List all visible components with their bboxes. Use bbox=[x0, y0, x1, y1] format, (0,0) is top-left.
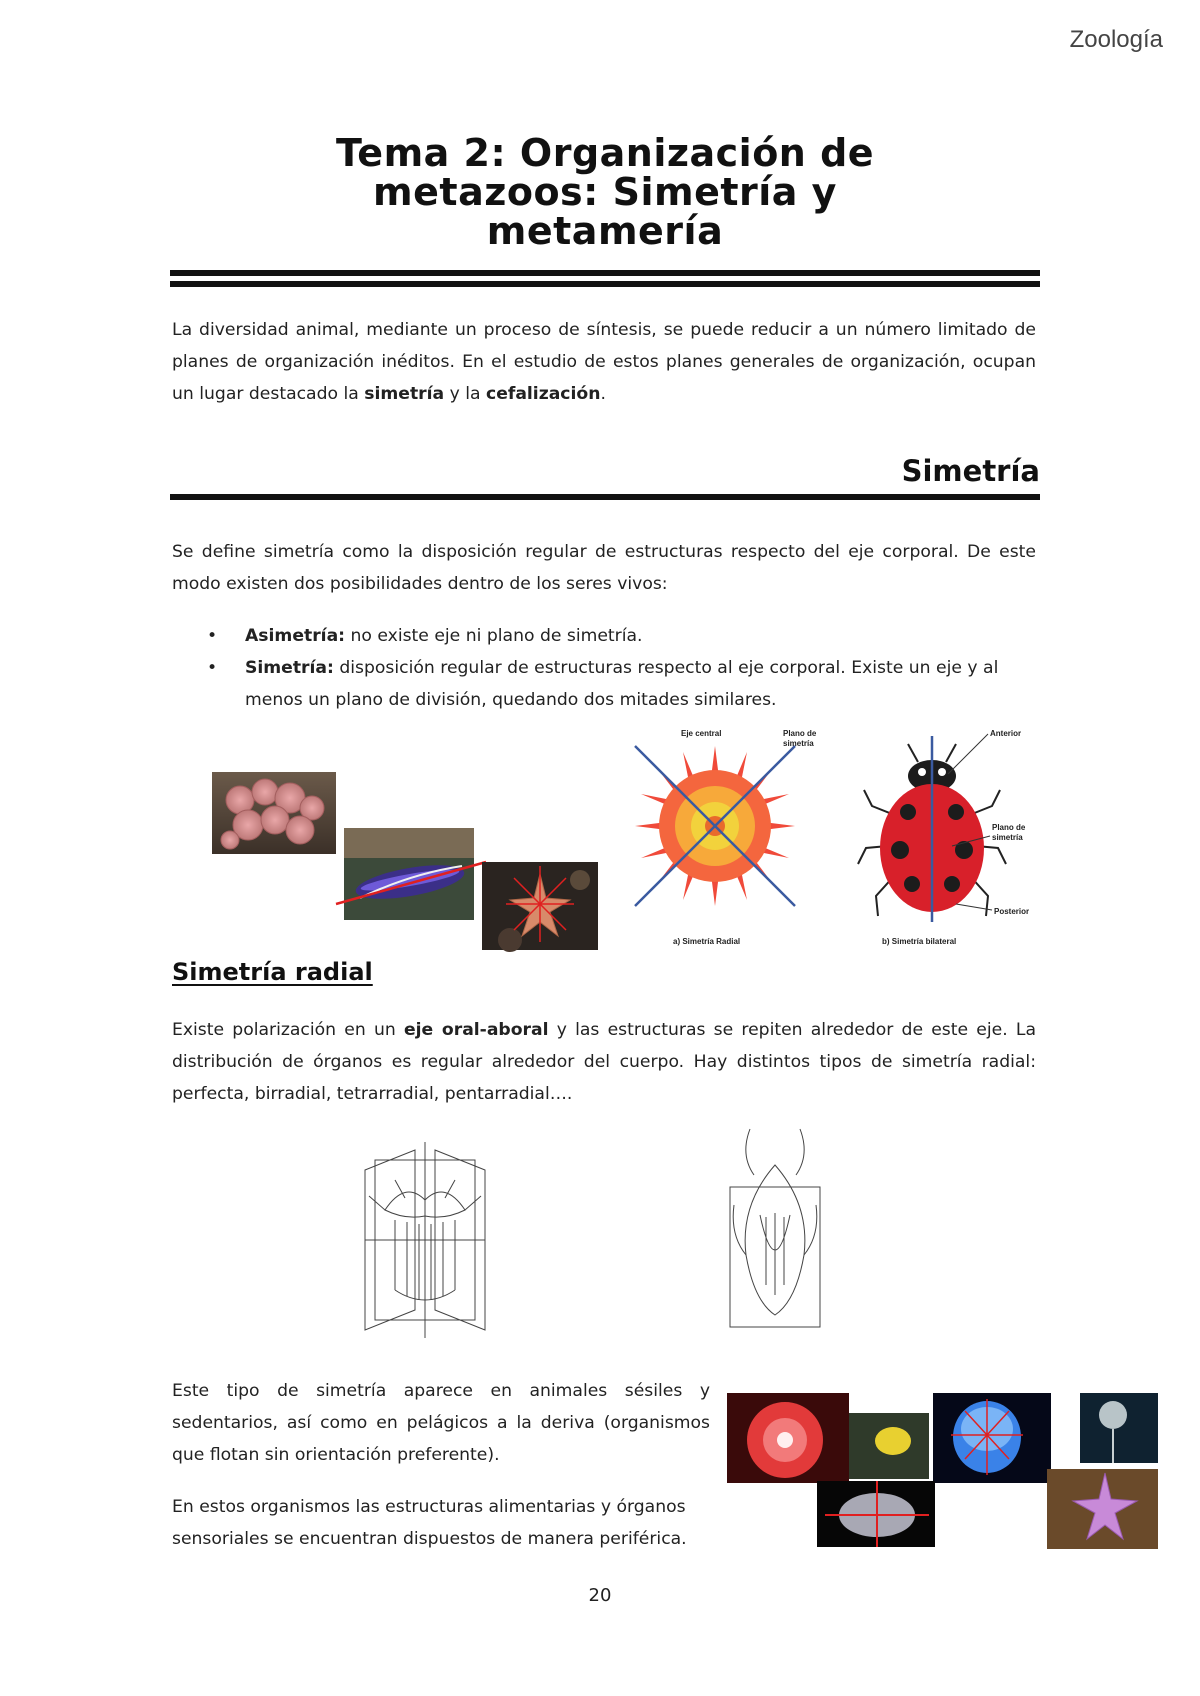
radial-anemone-line-drawing bbox=[355, 1140, 495, 1340]
ctenophore-photo bbox=[817, 1481, 935, 1547]
definition-paragraph: Se define simetría como la disposición regular de estructuras respecto del eje corporal. De este modo existen dos posibilidades dentro de los seres vivos: bbox=[172, 542, 1036, 594]
radial-animals-collage bbox=[725, 1385, 1160, 1550]
label-eje-central: Eje central bbox=[681, 729, 722, 738]
crinoid-photo bbox=[1080, 1393, 1158, 1463]
label-anterior: Anterior bbox=[990, 729, 1022, 738]
urchin-photo bbox=[727, 1393, 849, 1483]
section-title-simetria: Simetría bbox=[901, 454, 1040, 488]
bullet-simetria: • Simetría: disposición regular de estructuras respecto al eje corporal. Existe un eje y al menos un plano de división, quedando dos mitades similares. bbox=[172, 652, 1036, 716]
title-line-2: metazoos: Simetría y bbox=[373, 170, 837, 214]
page-number: 20 bbox=[588, 1585, 612, 1606]
symmetry-bullet-list bbox=[172, 620, 1036, 716]
header-subject: Zoología bbox=[1069, 26, 1163, 53]
title-line-1: Tema 2: Organización de bbox=[335, 131, 875, 175]
pink-starfish-photo bbox=[1047, 1469, 1158, 1549]
anterior-pointer bbox=[948, 734, 988, 774]
bullet-dot: • bbox=[207, 626, 218, 646]
bullet-asimetria: • Asimetría: no existe eje ni plano de simetría. bbox=[172, 620, 1036, 652]
caption-bilateral: b) Simetría bilateral bbox=[882, 937, 957, 946]
bilateral-symmetry-diagram bbox=[852, 726, 1032, 948]
title-rule-bottom bbox=[170, 281, 1040, 287]
label-plano-b-line2: simetría bbox=[992, 833, 1023, 842]
title-line-3: metamería bbox=[486, 209, 724, 253]
label-plano-b-line1: Plano de bbox=[992, 823, 1026, 832]
caption-radial: a) Simetría Radial bbox=[673, 937, 741, 946]
habitat-paragraph-2: En estos organismos las estructuras alimentarias y órganos sensoriales se encuentran dispuestos de manera periférica. bbox=[172, 1497, 687, 1549]
jellyfish-photo bbox=[933, 1393, 1051, 1483]
label-plano-simetria-line2: simetría bbox=[783, 739, 814, 748]
page-title bbox=[170, 131, 1040, 253]
birradial-ctenophore-line-drawing bbox=[720, 1125, 830, 1340]
section-rule bbox=[170, 494, 1040, 500]
subsection-title-radial: Simetría radial bbox=[172, 958, 373, 986]
flatworm-photo bbox=[336, 828, 486, 920]
habitat-paragraph-1: Este tipo de simetría aparece en animales sésiles y sedentarios, así como en pelágicos a la deriva (organismos que flotan sin orientación preferente). bbox=[172, 1381, 710, 1465]
yellow-polyp-photo bbox=[849, 1413, 929, 1479]
radial-paragraph: Existe polarización en un eje oral-aboral y las estructuras se repiten alrededor de este eje. La distribución de órganos es regular alrededor del cuerpo. Hay distintos tipos de simetría radial: perfecta, birradial, tetrarradial, pentarradial…. bbox=[172, 1020, 1037, 1104]
starfish-photo bbox=[482, 862, 598, 952]
label-plano-simetria-line1: Plano de bbox=[783, 729, 817, 738]
title-rule-top bbox=[170, 270, 1040, 276]
radial-symmetry-diagram bbox=[615, 726, 820, 948]
photo-collage-asymmetry bbox=[210, 770, 600, 952]
label-posterior: Posterior bbox=[994, 907, 1030, 916]
bullet-dot: • bbox=[207, 658, 218, 678]
intro-paragraph: La diversidad animal, mediante un proceso de síntesis, se puede reducir a un número limitado de planes de organización inéditos. En el estudio de estos planes generales de organización, ocupan un lugar destacado la simetría y la cefalización. bbox=[172, 320, 1036, 404]
sponge-photo bbox=[212, 772, 336, 854]
